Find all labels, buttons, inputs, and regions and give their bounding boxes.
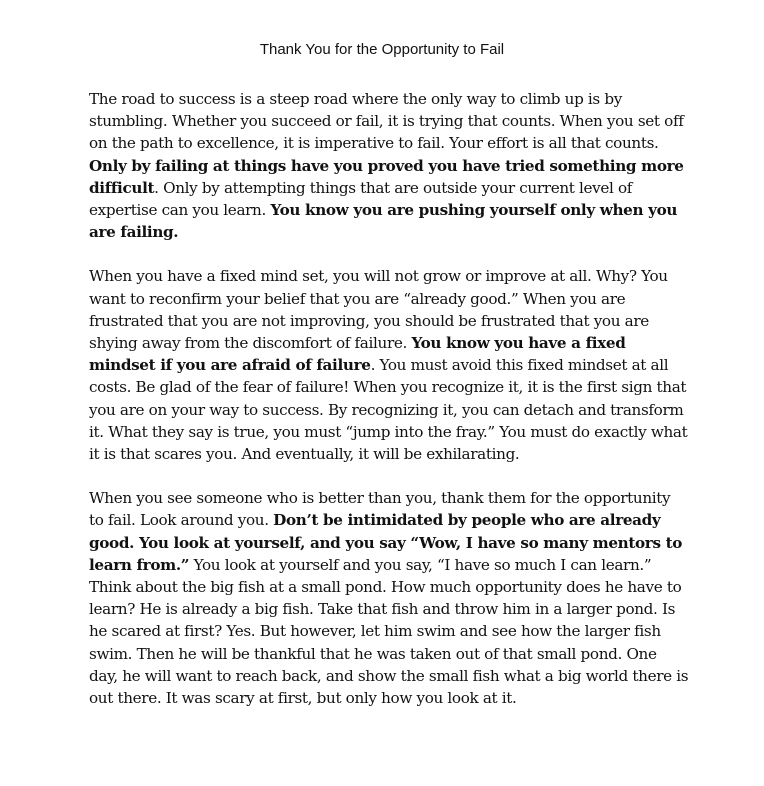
paragraph-1-text-2: . Only by attempting things that are outside your current level of expertise can you learn. bbox=[89, 178, 633, 220]
paragraph-1-bold-2: You know you are pushing yourself only when you are failing. bbox=[89, 201, 678, 242]
paragraph-1-bold-1: Only by failing at things have you proved you have tried something more difficult bbox=[89, 156, 684, 197]
paragraph-2-text-1: When you have a fixed mind set, you will not grow or improve at all. Why? You want to reconfirm your belief that you are “already good.” When you are frustrated that you are not improving, you should be frustrated that you are shying away from the discomfort of failure. bbox=[89, 267, 668, 353]
paragraph-3-text-2: You look at yourself and you say, “I have so much I can learn.” Think about the big fish at a small pond. How much opportunity does he have to learn? He is already a big fish. Take that fish and throw him in a larger pond. Is he scared at first? Yes. But however, let him swim and see how the larger fish swim. Then he will be thankful that he was taken out of that small pond. One day, he will want to reach back, and show the small fish what a big world there is out there. It was scary at first, but only how you look at it. bbox=[89, 555, 689, 708]
paragraph-1-text-1: The road to success is a steep road where the only way to climb up is by stumbling. Whether you succeed or fail, it is trying that counts. When you set off on the path to excellence, it is imperative to fail. Your effort is all that counts. bbox=[89, 90, 684, 153]
paragraph-3-bold-1: Don’t be intimidated by people who are already good. You look at yourself, and you say “Wow, I have so many mentors to learn from.” bbox=[89, 511, 683, 574]
paragraph-3-text-1: When you see someone who is better than you, thank them for the opportunity to fail. Look around you. bbox=[89, 489, 671, 530]
document-body bbox=[89, 88, 689, 709]
paragraph-1 bbox=[89, 88, 689, 243]
paragraph-2-text-2: . You must avoid this fixed mindset at all costs. Be glad of the fear of failure! When you recognize it, it is the first sign that you are on your way to success. By recognizing it, you can detach and transform it. What they say is true, you must “jump into the fray.” You must do exactly what it is that scares you. And eventually, it will be exhilarating. bbox=[89, 356, 688, 464]
paragraph-3 bbox=[89, 487, 689, 709]
paragraph-2-bold-1: You know you have a fixed mindset if you are afraid of failure bbox=[89, 334, 626, 375]
paragraph-2 bbox=[89, 265, 689, 465]
document-title: Thank You for the Opportunity to Fail bbox=[259, 41, 505, 58]
